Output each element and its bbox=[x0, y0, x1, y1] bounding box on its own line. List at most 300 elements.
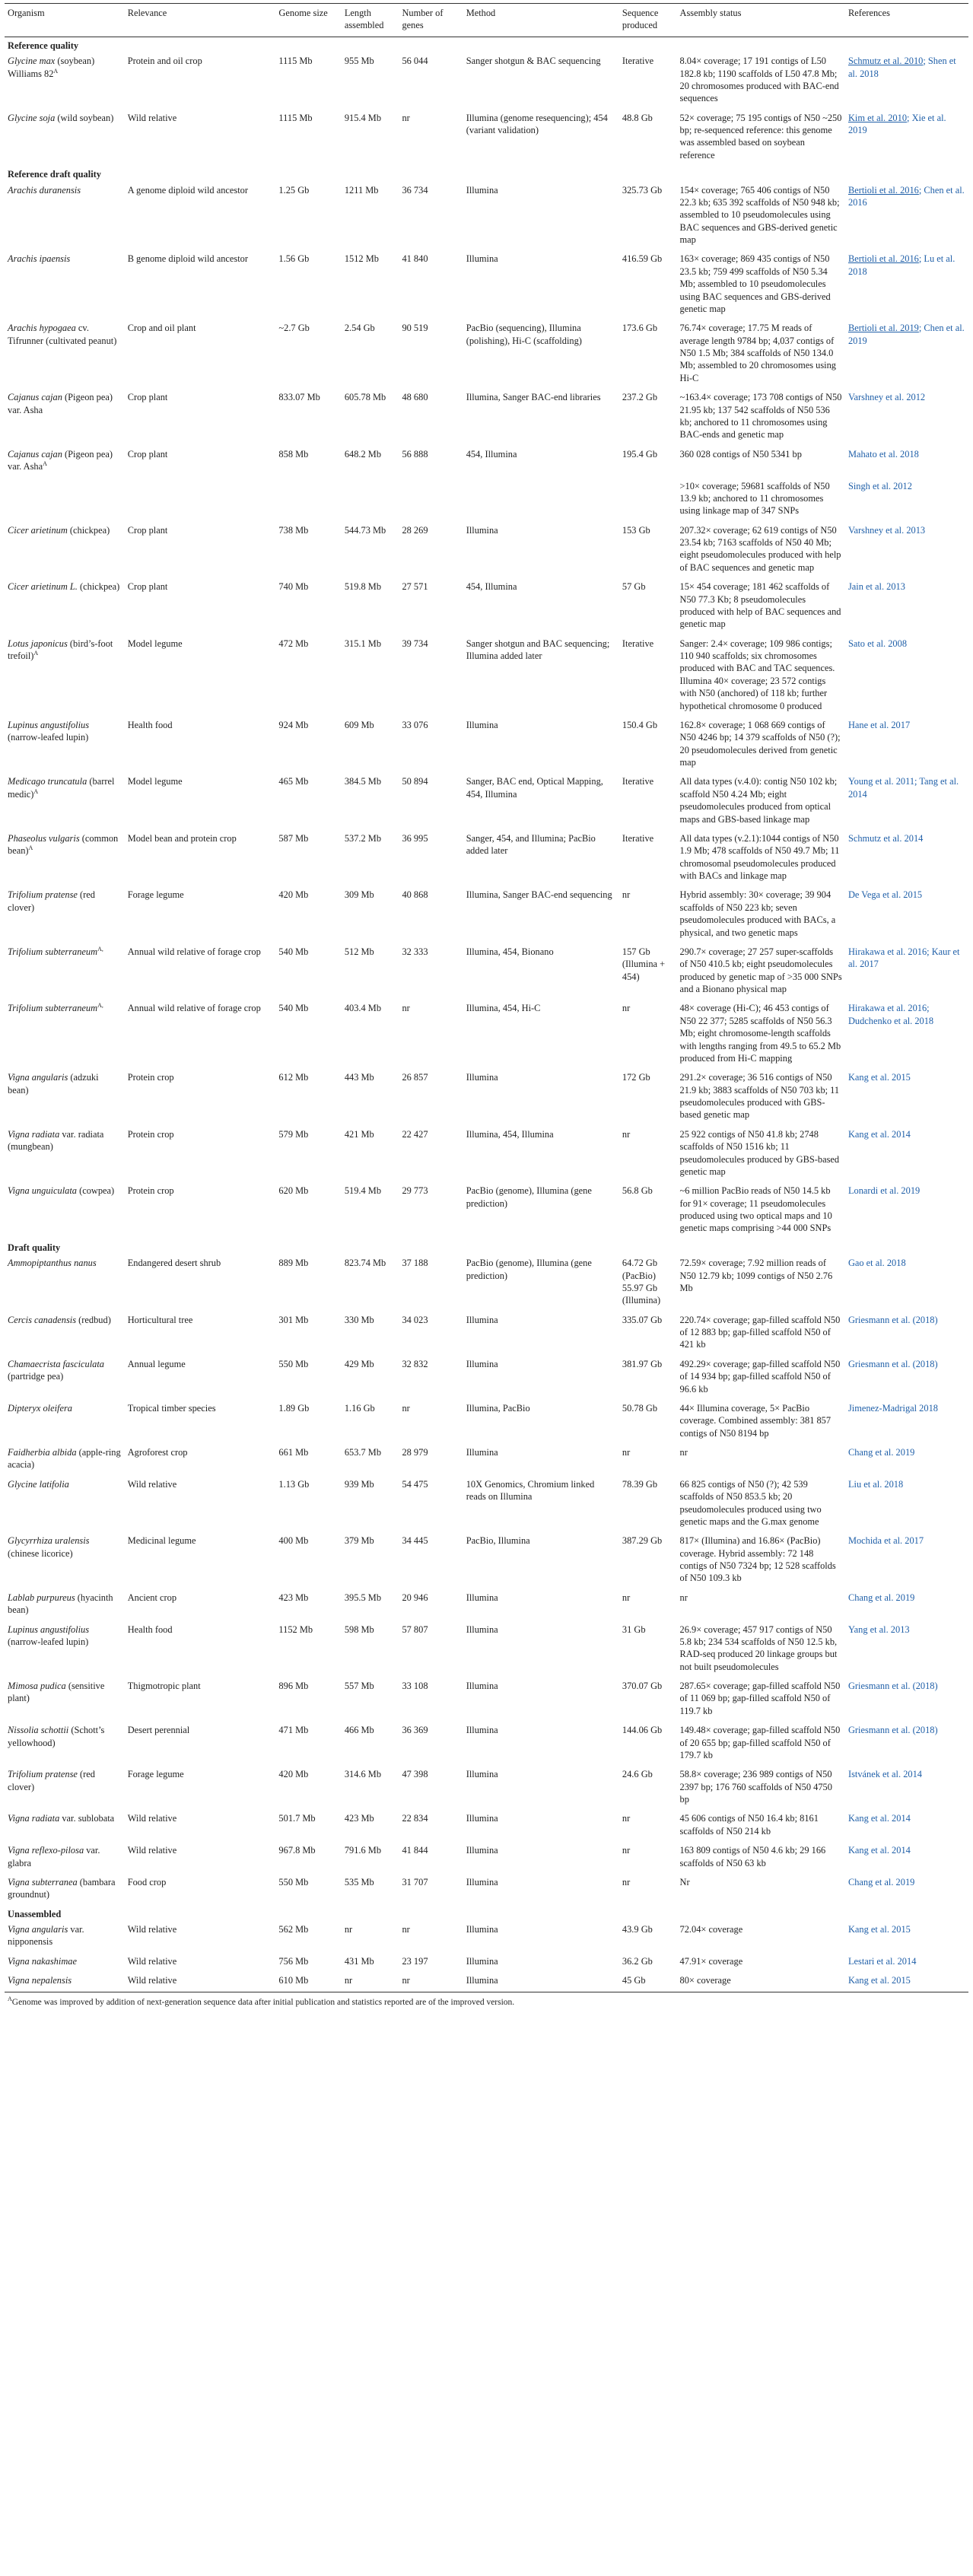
sequence-produced-cell: 416.59 Gb bbox=[622, 253, 663, 265]
length-assembled-cell: 537.2 Mb bbox=[344, 832, 382, 844]
length-assembled-cell: 915.4 Mb bbox=[344, 112, 382, 123]
method-cell: Illumina (genome resequencing); 454 (variant validation) bbox=[466, 112, 608, 135]
references-cell bbox=[845, 1589, 968, 1621]
references-cell bbox=[845, 389, 968, 446]
number-of-genes-cell: 28 269 bbox=[402, 524, 428, 536]
genome-size-cell: 540 Mb bbox=[278, 1003, 309, 1014]
number-of-genes-cell: 22 427 bbox=[402, 1128, 428, 1140]
reference-text[interactable]: ; Chen et al. 2016 bbox=[847, 184, 965, 208]
col-sequence-produced: Sequence produced bbox=[619, 4, 677, 37]
genome-size-cell: ~2.7 Gb bbox=[278, 323, 310, 334]
section-title: Reference draft quality bbox=[8, 169, 101, 180]
section-header-row bbox=[5, 1906, 968, 1921]
organism-cell bbox=[5, 1476, 125, 1533]
reference-text[interactable]: Schmutz et al. 2014 bbox=[847, 832, 924, 844]
assembly-status-cell: 45 606 contigs of N50 16.4 kb; 8161 scaffolds of N50 214 kb bbox=[679, 1813, 819, 1837]
length-assembled-cell: 823.74 Mb bbox=[344, 1258, 386, 1269]
length-assembled-cell: 466 Mb bbox=[344, 1725, 374, 1736]
table-row bbox=[5, 182, 968, 251]
genome-size-cell: 465 Mb bbox=[278, 776, 309, 787]
assembly-status-cell: 163 809 contigs of N50 4.6 kb; 29 166 scaffolds of N50 63 kb bbox=[679, 1845, 826, 1868]
length-assembled-cell: 512 Mb bbox=[344, 946, 374, 957]
reference-text[interactable]: Hane et al. 2017 bbox=[847, 719, 911, 730]
organism-name: Glycyrrhiza uralensis bbox=[8, 1535, 90, 1547]
reference-link[interactable]: Schmutz et al. 2010 bbox=[847, 56, 924, 67]
organism-footnote-marker: A, bbox=[97, 945, 103, 952]
references-cell bbox=[845, 635, 968, 717]
sequence-produced-cell: 370.07 Gb bbox=[622, 1681, 663, 1691]
sequence-produced-cell: 48.8 Gb bbox=[622, 112, 653, 123]
number-of-genes-cell: 37 188 bbox=[402, 1258, 428, 1269]
references-cell bbox=[845, 1182, 968, 1239]
assembly-status-cell: 76.74× coverage; 17.75 M reads of average length 9784 bp; 4,037 contigs of N50 1.5 Mb; 384 scaffolds of N50 134.0 Mb; assembled to 20 chromosomes using Hi-C bbox=[679, 323, 836, 383]
method-cell: Illumina bbox=[466, 184, 498, 196]
organism-cell bbox=[5, 478, 125, 522]
relevance-cell: Forage legume bbox=[127, 889, 184, 901]
table-row bbox=[5, 1842, 968, 1874]
reference-text[interactable]: Gao et al. 2018 bbox=[847, 1258, 906, 1269]
number-of-genes-cell: 50 894 bbox=[402, 776, 428, 787]
organism-common-name: (sensitive plant) bbox=[8, 1681, 105, 1704]
reference-text[interactable]: ; Lu et al. 2018 bbox=[847, 253, 956, 277]
table-row bbox=[5, 1953, 968, 1972]
relevance-cell: Wild relative bbox=[127, 1924, 177, 1935]
relevance-cell: Protein crop bbox=[127, 1185, 174, 1197]
sequence-produced-cell: 36.2 Gb bbox=[622, 1955, 653, 1967]
reference-text[interactable]: Griesmann et al. (2018) bbox=[847, 1725, 938, 1736]
organism-common-name: (bird’s-foot trefoil) bbox=[8, 638, 113, 662]
reference-text[interactable]: Griesmann et al. (2018) bbox=[847, 1314, 938, 1325]
organism-name: Ammopiptanthus nanus bbox=[8, 1258, 97, 1269]
organism-name: Cajanus cajan bbox=[8, 448, 62, 460]
table-row bbox=[5, 389, 968, 446]
genome-size-cell: 420 Mb bbox=[278, 1769, 309, 1780]
reference-text[interactable]: Jimenez-Madrigal 2018 bbox=[847, 1402, 938, 1414]
length-assembled-cell: 1211 Mb bbox=[344, 184, 379, 196]
organism-cell bbox=[5, 1069, 125, 1126]
genome-size-cell: 889 Mb bbox=[278, 1258, 309, 1269]
genome-size-cell: 471 Mb bbox=[278, 1725, 309, 1736]
footnote bbox=[8, 1996, 968, 2008]
organism-cell bbox=[5, 320, 125, 389]
assembly-status-cell: 48× coverage (Hi-C); 46 453 contigs of N50 22 377; 5285 scaffolds of N50 56.3 Mb; eight chromosome-length scaffolds with lengths ranging from 49.5 to 65.2 Mb produced from Hi-C mapping bbox=[679, 1003, 841, 1064]
reference-text[interactable]: Kang et al. 2015 bbox=[847, 1975, 911, 1986]
number-of-genes-cell: 40 868 bbox=[402, 889, 428, 901]
organism-name: Vigna nakashimae bbox=[8, 1955, 77, 1967]
organism-name: Glycine latifolia bbox=[8, 1478, 69, 1490]
sequence-produced-cell: nr bbox=[622, 1447, 631, 1458]
length-assembled-cell: 443 Mb bbox=[344, 1072, 374, 1083]
method-cell: PacBio (genome), Illumina (gene prediction) bbox=[466, 1258, 592, 1281]
table-row bbox=[5, 1476, 968, 1533]
organism-cell bbox=[5, 773, 125, 830]
organism-cell bbox=[5, 389, 125, 446]
genome-size-cell: 610 Mb bbox=[275, 1972, 341, 1992]
assembly-status-cell: 52× coverage; 75 195 contigs of N50 ~250 bp; re-sequenced reference: this genome was assembled based on soybean reference bbox=[679, 112, 842, 161]
number-of-genes-cell: 26 857 bbox=[402, 1072, 428, 1083]
sequence-produced-cell: 157 Gb (Illumina + 454) bbox=[622, 946, 666, 982]
organism-cell bbox=[5, 578, 125, 635]
reference-text[interactable]: ; Chen et al. 2019 bbox=[847, 323, 965, 346]
number-of-genes-cell: 57 807 bbox=[402, 1624, 428, 1635]
references-cell bbox=[845, 478, 968, 522]
organism-common-name: (Pigeon pea) var. Asha bbox=[8, 448, 113, 472]
assembly-status-cell: 72.04× coverage bbox=[679, 1924, 743, 1935]
genome-size-cell: 579 Mb bbox=[278, 1128, 309, 1140]
length-assembled-cell: 309 Mb bbox=[344, 889, 374, 901]
assembly-status-cell: 154× coverage; 765 406 contigs of N50 22.3 kb; 635 392 scaffolds of N50 948 kb; assembled to 10 pseudomolecules using BAC sequences and GBS-derived genetic map bbox=[679, 184, 840, 245]
method-cell: PacBio (genome), Illumina (gene prediction) bbox=[466, 1185, 592, 1209]
reference-text[interactable]: Lonardi et al. 2019 bbox=[847, 1185, 921, 1197]
length-assembled-cell: 519.8 Mb bbox=[344, 581, 382, 593]
reference-text[interactable]: Kang et al. 2015 bbox=[847, 1072, 911, 1083]
sequence-produced-cell: 173.6 Gb bbox=[622, 323, 658, 334]
length-assembled-cell: 557 Mb bbox=[344, 1681, 374, 1691]
footnote-text: Genome was improved by addition of next-generation sequence data after initial publication and statistics reported are of the improved version. bbox=[11, 1997, 515, 2007]
table-row bbox=[5, 1255, 968, 1312]
organism-common-name: (chickpea) bbox=[67, 524, 110, 536]
method-cell: Illumina bbox=[466, 253, 498, 265]
assembly-status-cell: 287.65× coverage; gap-filled scaffold N50 of 11 069 bp; gap-filled scaffold N50 of 119.7 kb bbox=[679, 1681, 841, 1716]
number-of-genes-cell: 31 707 bbox=[402, 1876, 428, 1887]
sequence-produced-cell: nr bbox=[622, 1003, 631, 1014]
relevance-cell: Crop and oil plant bbox=[127, 323, 196, 334]
length-assembled-cell: 1.16 Gb bbox=[344, 1402, 375, 1414]
sequence-produced-cell: 172 Gb bbox=[622, 1072, 650, 1083]
length-assembled-cell: 421 Mb bbox=[344, 1128, 374, 1140]
organism-cell bbox=[5, 1766, 125, 1810]
references-cell bbox=[845, 250, 968, 320]
relevance-cell: Forage legume bbox=[127, 1769, 184, 1780]
table-row bbox=[5, 1356, 968, 1400]
length-assembled-cell: nr bbox=[344, 1924, 353, 1935]
references-cell bbox=[845, 52, 968, 110]
length-assembled-cell: 395.5 Mb bbox=[344, 1592, 382, 1603]
assembly-status-cell: 25 922 contigs of N50 41.8 kb; 2748 scaffolds of N50 1516 kb; 11 pseudomolecules produced by GBS-based genetic map bbox=[679, 1128, 840, 1177]
organism-name: Arachis ipaensis bbox=[8, 253, 71, 265]
relevance-cell: Model bean and protein crop bbox=[127, 832, 237, 844]
reference-text[interactable]: Chang et al. 2019 bbox=[847, 1592, 915, 1603]
genome-size-cell: 661 Mb bbox=[278, 1447, 309, 1458]
organism-name: Lupinus angustifolius bbox=[8, 719, 90, 730]
organism-name: Glycine soja bbox=[8, 112, 56, 123]
organism-common-name: (red clover) bbox=[8, 1769, 95, 1792]
length-assembled-cell: 598 Mb bbox=[344, 1624, 374, 1635]
method-cell: Illumina bbox=[466, 1314, 498, 1325]
organism-cell bbox=[5, 886, 125, 943]
relevance-cell: Model legume bbox=[127, 776, 183, 787]
method-cell: Illumina bbox=[466, 1358, 498, 1369]
method-cell: Illumina, 454, Illumina bbox=[466, 1128, 554, 1140]
organism-name: Arachis duranensis bbox=[8, 184, 81, 196]
reference-link[interactable]: Bertioli et al. 2016 bbox=[847, 253, 919, 265]
relevance-cell: Tropical timber species bbox=[127, 1402, 216, 1414]
reference-text[interactable]: Yang et al. 2013 bbox=[847, 1624, 910, 1635]
table-row bbox=[5, 110, 968, 167]
organism-cell bbox=[5, 110, 125, 167]
table-row bbox=[5, 446, 968, 478]
assembly-status-cell: nr bbox=[679, 1447, 688, 1458]
assembly-status-cell: 15× 454 coverage; 181 462 scaffolds of N50 77.3 Kb; 8 pseudomolecules produced with help of BAC sequences and genetic map bbox=[679, 581, 841, 630]
length-assembled-cell: 609 Mb bbox=[344, 719, 374, 730]
method-cell: Illumina bbox=[466, 1813, 498, 1824]
relevance-cell: Endangered desert shrub bbox=[127, 1258, 221, 1269]
number-of-genes-cell: 33 108 bbox=[402, 1681, 428, 1691]
reference-text[interactable]: Liu et al. 2018 bbox=[847, 1478, 904, 1490]
relevance-cell: Health food bbox=[127, 719, 173, 730]
organism-common-name: (cowpea) bbox=[76, 1185, 115, 1197]
assembly-status-cell: All data types (v.2.1):1044 contigs of N50 1.9 Mb; 478 scaffolds of N50 49.7 Mb; 11 chromosomal pseudomolecules produced with BACs and linkage map bbox=[679, 832, 840, 881]
reference-text[interactable]: Griesmann et al. (2018) bbox=[847, 1358, 938, 1369]
reference-text[interactable]: De Vega et al. 2015 bbox=[847, 889, 923, 901]
reference-text[interactable]: Griesmann et al. (2018) bbox=[847, 1681, 938, 1691]
genome-size-cell: 540 Mb bbox=[278, 946, 309, 957]
sequence-produced-cell: 144.06 Gb bbox=[622, 1725, 663, 1736]
assembly-status-cell: 66 825 contigs of N50 (?); 42 539 scaffolds of N50 853.5 kb; 20 pseudomolecules produced using two genetic maps and the G.max genome bbox=[679, 1478, 822, 1527]
organism-cell bbox=[5, 1255, 125, 1312]
organism-name: Cercis canadensis bbox=[8, 1314, 77, 1325]
relevance-cell: Ancient crop bbox=[127, 1592, 177, 1603]
genome-size-cell: 562 Mb bbox=[278, 1924, 309, 1935]
references-cell bbox=[845, 1255, 968, 1312]
number-of-genes-cell: 47 398 bbox=[402, 1769, 428, 1780]
references-cell bbox=[845, 1126, 968, 1183]
organism-name: Vigna angularis bbox=[8, 1072, 68, 1083]
sequence-produced-cell: Iterative bbox=[622, 832, 654, 844]
relevance-cell: Crop plant bbox=[127, 448, 168, 460]
relevance-cell: Agroforest crop bbox=[127, 1447, 188, 1458]
length-assembled-cell: 544.73 Mb bbox=[344, 524, 386, 536]
relevance-cell: Protein crop bbox=[127, 1128, 174, 1140]
sequence-produced-cell: 43.9 Gb bbox=[622, 1924, 653, 1935]
organism-common-name: (adzuki bean) bbox=[8, 1072, 99, 1096]
genome-size-cell: 738 Mb bbox=[278, 524, 309, 536]
relevance-cell bbox=[125, 478, 276, 522]
length-assembled-cell: 315.1 Mb bbox=[344, 638, 382, 649]
organism-footnote-marker: A bbox=[28, 844, 33, 852]
organism-name: Trifolium pratense bbox=[8, 1769, 78, 1780]
table-row bbox=[5, 635, 968, 717]
sequence-produced-cell: 24.6 Gb bbox=[622, 1769, 653, 1780]
col-assembly-status: Assembly status bbox=[677, 4, 845, 37]
table-row bbox=[5, 943, 968, 1000]
references-cell bbox=[845, 1621, 968, 1678]
method-cell: Illumina bbox=[466, 1681, 498, 1691]
organism-name: Vigna reflexo-pilosa bbox=[8, 1845, 84, 1856]
reference-text[interactable]: Chang et al. 2019 bbox=[847, 1876, 915, 1887]
method-cell: Illumina, 454, Bionano bbox=[466, 946, 554, 957]
organism-name: Vigna nepalensis bbox=[8, 1975, 72, 1986]
relevance-cell: B genome diploid wild ancestor bbox=[127, 253, 248, 265]
organism-name: Cajanus cajan bbox=[8, 392, 62, 403]
organism-name: Vigna radiata bbox=[8, 1128, 60, 1140]
number-of-genes-cell: 54 475 bbox=[402, 1478, 428, 1490]
organism-name: Cicer arietinum bbox=[8, 524, 68, 536]
reference-text[interactable]: Young et al. 2011; Tang et al. 2014 bbox=[847, 776, 959, 800]
organism-name: Phaseolus vulgaris bbox=[8, 832, 80, 844]
table-row bbox=[5, 1182, 968, 1239]
organism-cell bbox=[5, 1532, 125, 1589]
relevance-cell: Crop plant bbox=[127, 392, 168, 403]
table-row bbox=[5, 250, 968, 320]
number-of-genes-cell: nr bbox=[399, 1972, 463, 1992]
reference-text[interactable]: Jain et al. 2013 bbox=[847, 581, 905, 593]
method-cell: Illumina bbox=[466, 719, 498, 730]
reference-text[interactable]: Sato et al. 2008 bbox=[847, 638, 908, 649]
number-of-genes-cell: 56 044 bbox=[402, 56, 428, 67]
sequence-produced-cell: 387.29 Gb bbox=[622, 1535, 663, 1547]
section-header-row bbox=[5, 37, 968, 52]
reference-text[interactable]: Kang et al. 2014 bbox=[847, 1813, 911, 1824]
organism-cell bbox=[5, 1842, 125, 1874]
genome-size-cell: 833.07 Mb bbox=[278, 392, 320, 403]
reference-text[interactable]: Kang et al. 2014 bbox=[847, 1128, 911, 1140]
length-assembled-cell: 384.5 Mb bbox=[344, 776, 382, 787]
references-cell bbox=[845, 446, 968, 478]
reference-text[interactable]: ; Shen et al. 2018 bbox=[847, 56, 956, 79]
table-row bbox=[5, 478, 968, 522]
genome-size-cell: 301 Mb bbox=[278, 1314, 309, 1325]
organism-common-name: var. glabra bbox=[8, 1845, 100, 1868]
organism-common-name: (narrow-leafed lupin) bbox=[8, 1636, 89, 1647]
method-cell: Illumina bbox=[466, 1725, 498, 1736]
relevance-cell: Food crop bbox=[127, 1876, 167, 1887]
references-cell bbox=[845, 1874, 968, 1906]
reference-text[interactable]: Kang et al. 2014 bbox=[847, 1845, 911, 1856]
section-title: Draft quality bbox=[8, 1242, 61, 1253]
assembly-status-cell: Hybrid assembly: 30× coverage; 39 904 scaffolds of N50 223 kb; seven pseudomolecules produced with BACs, a physical, and two genetic maps bbox=[679, 889, 836, 938]
organism-cell bbox=[5, 635, 125, 717]
organism-cell bbox=[5, 1921, 125, 1953]
number-of-genes-cell: 39 734 bbox=[402, 638, 428, 649]
references-cell bbox=[845, 1532, 968, 1589]
table-row bbox=[5, 830, 968, 887]
table-row bbox=[5, 1589, 968, 1621]
genome-size-cell: 1.56 Gb bbox=[278, 253, 310, 265]
sequence-produced-cell: nr bbox=[622, 889, 631, 901]
reference-text[interactable]: Varshney et al. 2012 bbox=[847, 392, 926, 403]
sequence-produced-cell bbox=[619, 478, 677, 522]
length-assembled-cell: 648.2 Mb bbox=[344, 448, 382, 460]
sequence-produced-cell: 153 Gb bbox=[622, 524, 650, 536]
organism-cell bbox=[5, 1356, 125, 1400]
reference-text[interactable]: Mochida et al. 2017 bbox=[847, 1535, 924, 1547]
number-of-genes-cell: 41 840 bbox=[402, 253, 428, 265]
reference-text[interactable]: Istvánek et al. 2014 bbox=[847, 1769, 922, 1780]
organism-cell bbox=[5, 1810, 125, 1842]
assembly-status-cell: 290.7× coverage; 27 257 super-scaffolds of N50 410.5 kb; eight pseudomolecules produced by genetic map of >35 000 SNPs and a Bionano physical map bbox=[679, 946, 842, 994]
number-of-genes-cell: 32 333 bbox=[402, 946, 428, 957]
section-header-row bbox=[5, 1239, 968, 1255]
method-cell: PacBio, Illumina bbox=[466, 1535, 530, 1547]
method-cell: Sanger shotgun & BAC sequencing bbox=[466, 56, 601, 67]
organism-footnote-marker: A bbox=[33, 650, 39, 657]
reference-link[interactable]: Kim et al. 2010 bbox=[847, 112, 908, 123]
method-cell: Illumina bbox=[466, 1845, 498, 1856]
sequence-produced-cell: 50.78 Gb bbox=[622, 1402, 658, 1414]
method-cell: Illumina bbox=[466, 1592, 498, 1603]
organism-name: Vigna angularis bbox=[8, 1924, 68, 1935]
length-assembled-cell: 955 Mb bbox=[344, 56, 374, 67]
organism-cell bbox=[5, 943, 125, 1000]
section-header-row bbox=[5, 166, 968, 181]
col-length-assembled: Length assembled bbox=[342, 4, 399, 37]
sequence-produced-cell: 57 Gb bbox=[622, 581, 646, 593]
organism-footnote-marker: A, bbox=[97, 1002, 103, 1010]
header-row bbox=[5, 4, 968, 37]
table-row bbox=[5, 52, 968, 110]
relevance-cell: Wild relative bbox=[127, 1813, 177, 1824]
length-assembled-cell: 314.6 Mb bbox=[344, 1769, 382, 1780]
reference-text[interactable]: Lestari et al. 2014 bbox=[847, 1955, 917, 1967]
table-row bbox=[5, 886, 968, 943]
length-assembled-cell: 939 Mb bbox=[344, 1478, 374, 1490]
reference-text[interactable]: Chang et al. 2019 bbox=[847, 1447, 915, 1458]
sequence-produced-cell: nr bbox=[622, 1845, 631, 1856]
organism-name: Chamaecrista fasciculata bbox=[8, 1358, 104, 1369]
reference-text[interactable]: Varshney et al. 2013 bbox=[847, 524, 926, 536]
sequence-produced-cell: 31 Gb bbox=[622, 1624, 646, 1635]
references-cell bbox=[845, 773, 968, 830]
reference-text[interactable]: Singh et al. 2012 bbox=[847, 480, 912, 491]
reference-link[interactable]: Bertioli et al. 2016 bbox=[847, 184, 919, 196]
references-cell bbox=[845, 830, 968, 887]
reference-text[interactable]: Mahato et al. 2018 bbox=[847, 448, 919, 460]
sequence-produced-cell: 45 Gb bbox=[619, 1972, 677, 1992]
table-row bbox=[5, 578, 968, 635]
references-cell bbox=[845, 1444, 968, 1476]
relevance-cell: Wild relative bbox=[127, 1955, 177, 1967]
organism-name: Medicago truncatula bbox=[8, 776, 87, 787]
organism-footnote-marker: A bbox=[33, 787, 39, 795]
organism-common-name: (Pigeon pea) var. Asha bbox=[8, 392, 113, 415]
references-cell bbox=[845, 320, 968, 389]
assembly-status-cell: Nr bbox=[679, 1876, 690, 1887]
col-relevance: Relevance bbox=[125, 4, 276, 37]
genome-size-cell: 1.13 Gb bbox=[278, 1478, 310, 1490]
table-row bbox=[5, 1766, 968, 1810]
sequence-produced-cell: 237.2 Gb bbox=[622, 392, 658, 403]
sequence-produced-cell: 335.07 Gb bbox=[622, 1314, 663, 1325]
table-row bbox=[5, 1810, 968, 1842]
number-of-genes-cell: 34 445 bbox=[402, 1535, 428, 1547]
method-cell: 10X Genomics, Chromium linked reads on Illumina bbox=[466, 1478, 595, 1503]
reference-text[interactable]: ; Xie et al. 2019 bbox=[847, 112, 946, 135]
assembly-status-cell: 26.9× coverage; 457 917 contigs of N50 5.8 kb; 234 534 scaffolds of N50 12.5 kb, RAD-seq produced 20 linkage groups but not built pseudomolecules bbox=[679, 1624, 838, 1672]
reference-text[interactable]: Kang et al. 2015 bbox=[847, 1924, 911, 1935]
organism-cell bbox=[5, 52, 125, 110]
organism-common-name: (red clover) bbox=[8, 889, 95, 913]
references-cell bbox=[845, 578, 968, 635]
reference-text[interactable]: Hirakawa et al. 2016; Kaur et al. 2017 bbox=[847, 946, 960, 970]
method-cell: Illumina bbox=[466, 1447, 498, 1458]
reference-link[interactable]: Bertioli et al. 2019 bbox=[847, 323, 919, 334]
length-assembled-cell: 431 Mb bbox=[344, 1955, 374, 1967]
col-number-of-genes: Number of genes bbox=[399, 4, 463, 37]
organism-cell bbox=[5, 1444, 125, 1476]
number-of-genes-cell: nr bbox=[402, 1924, 410, 1935]
genome-size-cell: 740 Mb bbox=[278, 581, 309, 593]
assembly-status-cell: 162.8× coverage; 1 068 669 contigs of N50 4246 bp; 14 379 scaffolds of N50 (?); 20 pseudomolecules derived from genetic map bbox=[679, 719, 841, 768]
table-row bbox=[5, 1069, 968, 1126]
assembly-status-cell: 207.32× coverage; 62 619 contigs of N50 23.54 kb; 7163 scaffolds of N50 40 Mb; eight pseudomolecules produced with help of BAC sequences and genetic map bbox=[679, 524, 841, 573]
length-assembled-cell: 519.4 Mb bbox=[344, 1185, 382, 1197]
reference-text[interactable]: Hirakawa et al. 2016; Dudchenko et al. 2018 bbox=[847, 1003, 934, 1026]
assembly-status-cell: nr bbox=[679, 1592, 688, 1603]
assembly-status-cell: 44× Illumina coverage, 5× PacBio coverage. Combined assembly: 381 857 contigs of N50 8194 bp bbox=[679, 1402, 832, 1439]
organism-footnote-marker: A bbox=[53, 67, 59, 75]
organism-cell bbox=[5, 1589, 125, 1621]
